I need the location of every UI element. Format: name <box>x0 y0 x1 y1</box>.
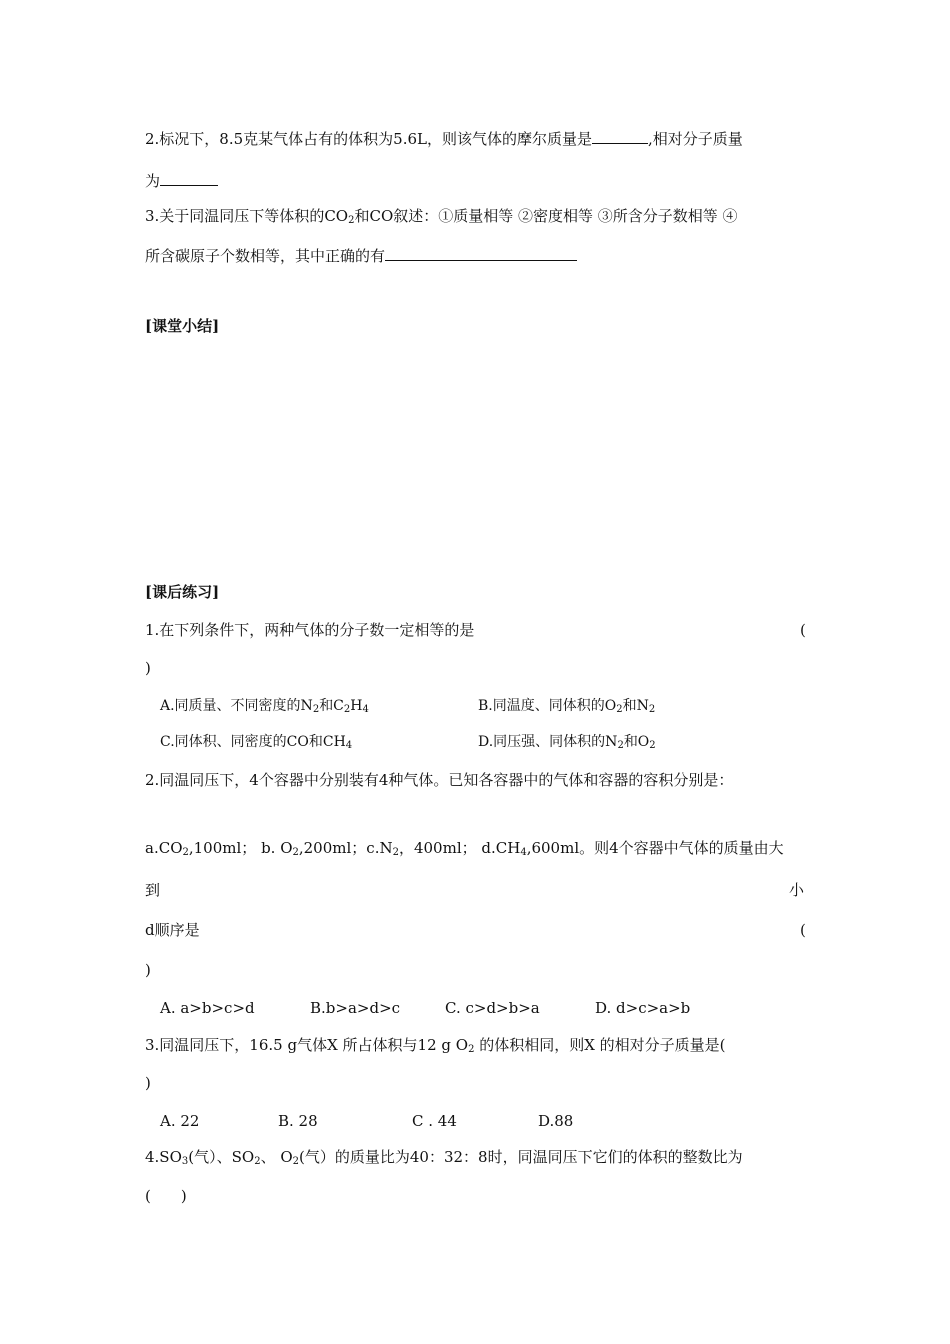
option-text: H <box>350 698 363 714</box>
option-2-b[interactable]: B.b>a>d>c <box>310 999 401 1017</box>
subscript: 3 <box>181 1156 189 1167</box>
subscript: 2 <box>648 704 656 715</box>
practice-heading: [课后练习] <box>145 583 220 601</box>
question-2-wei: 为 <box>145 172 161 190</box>
question-text: 的体积相同，则X 的相对分子质量是( <box>474 1036 726 1054</box>
option-1-c[interactable] <box>160 732 352 752</box>
option-3-a[interactable]: A. 22 <box>160 1112 200 1130</box>
subscript: 2 <box>254 1156 261 1167</box>
question-3-line-1 <box>145 206 738 226</box>
subscript: 4 <box>345 740 353 751</box>
question-text: 、 O <box>260 1148 293 1166</box>
option-2-a[interactable]: A. a>b>c>d <box>160 999 255 1017</box>
answer-open-paren-1: ( <box>800 621 806 639</box>
practice-2-line-1: 2.同温同压下，4个容器中分别装有4种气体。已知各容器中的气体和容器的容积分别是： <box>145 771 734 789</box>
summary-heading: [课堂小结] <box>145 317 220 335</box>
option-3-b[interactable]: B. 28 <box>278 1112 318 1130</box>
subscript: 2 <box>616 704 623 715</box>
question-text: ,200ml；c.N <box>298 839 393 857</box>
option-3-d[interactable]: D.88 <box>538 1112 574 1130</box>
question-text: ，400ml； d.CH <box>398 839 521 857</box>
answer-blank-1[interactable] <box>592 128 648 144</box>
subscript: 2 <box>312 704 320 715</box>
subscript: 2 <box>292 1156 300 1167</box>
option-1-d[interactable] <box>478 732 656 752</box>
subscript: 4 <box>520 847 527 858</box>
option-2-d[interactable]: D. d>c>a>b <box>595 999 691 1017</box>
answer-blank-3[interactable] <box>385 245 577 261</box>
answer-paren-4: ( ) <box>145 1187 187 1205</box>
practice-2-xiao: 小 <box>789 881 805 899</box>
option-2-c[interactable]: C. c>d>b>a <box>445 999 540 1017</box>
question-text: a.CO <box>145 839 183 857</box>
subscript: 2 <box>468 1044 475 1055</box>
question-3-line-2 <box>145 245 577 266</box>
subscript: 4 <box>362 704 369 715</box>
question-text: ,600ml。则4个容器中气体的质量由大 <box>526 839 784 857</box>
answer-open-paren-2: ( <box>800 921 806 939</box>
subscript: 2 <box>617 740 624 751</box>
practice-4-line-1 <box>145 1147 743 1167</box>
option-text: B.同温度、同体积的O <box>478 698 617 714</box>
subscript: 2 <box>182 847 189 858</box>
question-text: ,100ml； b. O <box>188 839 293 857</box>
subscript: 2 <box>392 847 399 858</box>
option-text: D.同压强、同体积的N <box>478 734 618 750</box>
option-1-b[interactable] <box>478 696 655 716</box>
answer-close-paren-3: ) <box>145 1074 151 1092</box>
practice-1-stem: 1.在下列条件下，两种气体的分子数一定相等的是 <box>145 621 475 639</box>
answer-close-paren-1: ) <box>145 659 151 677</box>
question-3-text-c: 所含碳原子个数相等，其中正确的有 <box>145 247 386 265</box>
practice-2-line-4: d顺序是 <box>145 921 200 939</box>
question-2-line-1 <box>145 128 743 149</box>
question-2-tail: ,相对分子质量 <box>648 130 743 148</box>
question-text: 3.同温同压下，16.5 g气体X 所占体积与12 g O <box>145 1036 469 1054</box>
option-text: 和C <box>319 698 344 714</box>
option-1-a[interactable] <box>160 696 369 716</box>
question-2-text: 2.标况下，8.5克某气体占有的体积为5.6L，则该气体的摩尔质量是 <box>145 130 592 148</box>
question-3-text-b: 和CO叙述：①质量相等 ②密度相等 ③所含分子数相等 ④ <box>354 207 738 225</box>
practice-2-line-2 <box>145 838 784 858</box>
option-text: 和O <box>623 734 650 750</box>
option-3-c[interactable]: C . 44 <box>412 1112 457 1130</box>
question-text: (气）、SO <box>188 1148 255 1166</box>
question-3-text-a: 3.关于同温同压下等体积的CO <box>145 207 349 225</box>
practice-2-dao: 到 <box>145 881 161 899</box>
answer-blank-2[interactable] <box>160 170 218 186</box>
subscript: 2 <box>343 704 351 715</box>
option-text: A.同质量、不同密度的N <box>160 698 313 714</box>
question-2-line-2 <box>145 170 218 191</box>
question-text: (气）的质量比为40：32：8时，同温同压下它们的体积的整数比为 <box>299 1148 743 1166</box>
subscript: 2 <box>348 215 355 226</box>
question-text: 4.SO <box>145 1148 182 1166</box>
subscript: 2 <box>649 740 656 751</box>
practice-3-line-1 <box>145 1035 726 1055</box>
subscript: 2 <box>292 847 299 858</box>
answer-close-paren-2: ) <box>145 961 151 979</box>
option-text: C.同体积、同密度的CO和CH <box>160 734 346 750</box>
option-text: 和N <box>622 698 649 714</box>
